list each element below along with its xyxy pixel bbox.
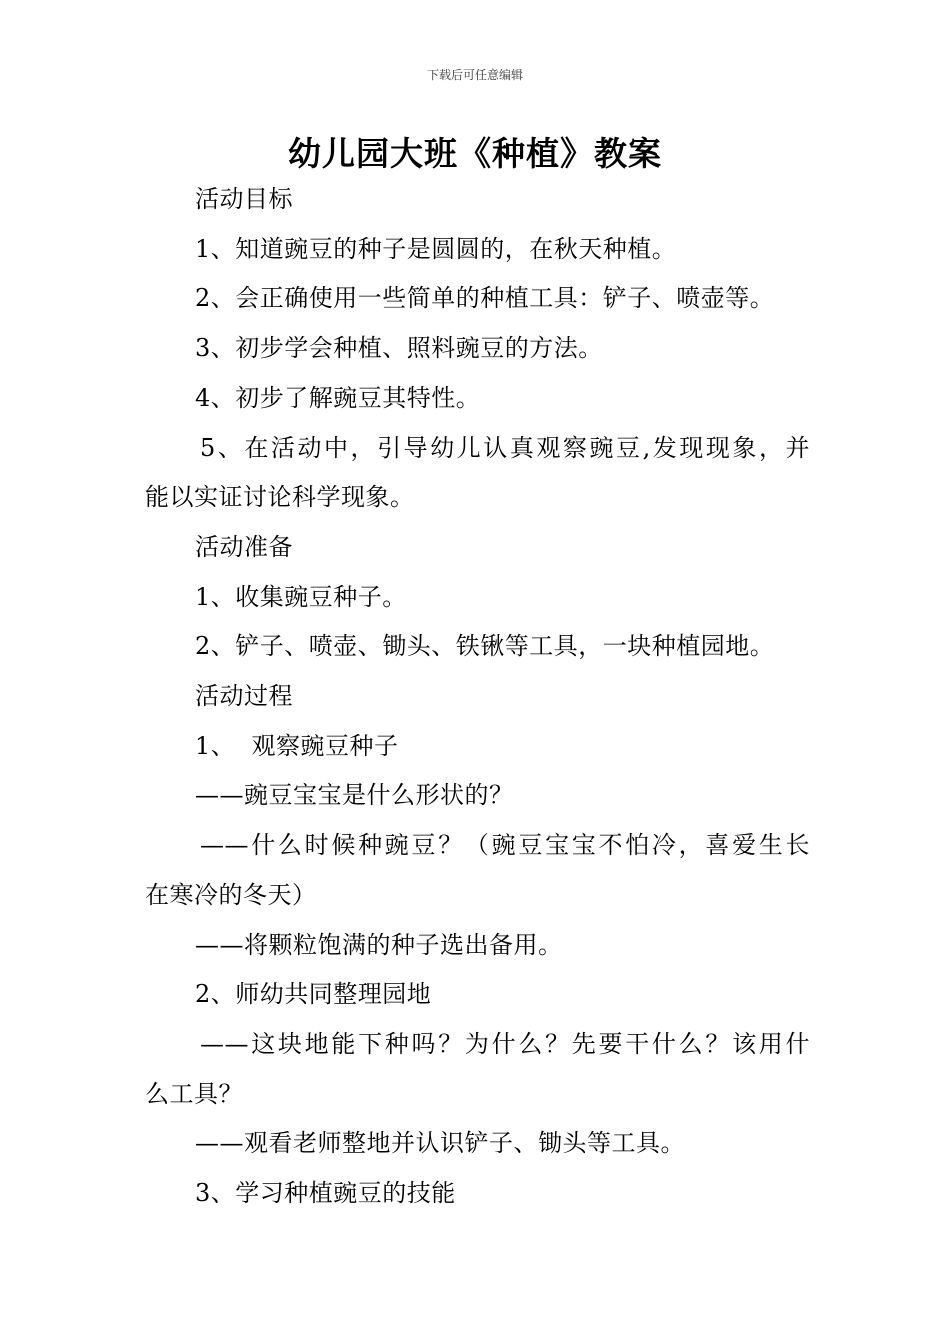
document-title: 幼儿园大班《种植》教案 <box>288 134 662 173</box>
paragraph-line-continued: 在寒冷的冬天） <box>145 880 317 909</box>
paragraph-line: 3、初步学会种植、照料豌豆的方法。 <box>195 334 603 363</box>
paragraph-line: ——什么时候种豌豆？（豌豆宝宝不怕冷，喜爱生长 <box>200 831 810 860</box>
header-note: 下载后可任意编辑 <box>426 68 523 82</box>
paragraph-line-continued: 能以实证讨论科学现象。 <box>145 483 415 512</box>
paragraph-line: 1、知道豌豆的种子是圆圆的，在秋天种植。 <box>195 234 677 263</box>
paragraph-line: 3、学习种植豌豆的技能 <box>195 1179 456 1208</box>
paragraph-line: 1、收集豌豆种子。 <box>195 582 407 611</box>
paragraph-line: ——豌豆宝宝是什么形状的？ <box>195 781 514 810</box>
paragraph-line: ——观看老师整地并认识铲子、锄头等工具。 <box>195 1129 685 1158</box>
paragraph-line: 5、在活动中，引导幼儿认真观察豌豆,发现现象，并 <box>200 433 810 462</box>
paragraph-line: ——将颗粒饱满的种子选出备用。 <box>195 930 563 959</box>
section-heading-process: 活动过程 <box>195 682 293 711</box>
paragraph-line-continued: 么工具？ <box>145 1079 243 1108</box>
paragraph-line: 1、 观察豌豆种子 <box>195 731 399 760</box>
paragraph-line: 2、师幼共同整理园地 <box>195 980 432 1009</box>
paragraph-line: 2、铲子、喷壶、锄头、铁锹等工具，一块种植园地。 <box>195 632 775 661</box>
section-heading-preparation: 活动准备 <box>195 532 293 561</box>
paragraph-line: 2、会正确使用一些简单的种植工具：铲子、喷壶等。 <box>195 284 775 313</box>
paragraph-line: 4、初步了解豌豆其特性。 <box>195 383 481 412</box>
paragraph-line: ——这块地能下种吗？为什么？先要干什么？该用什 <box>200 1029 810 1058</box>
document-body <box>145 175 810 1219</box>
section-heading-goals: 活动目标 <box>195 185 293 213</box>
